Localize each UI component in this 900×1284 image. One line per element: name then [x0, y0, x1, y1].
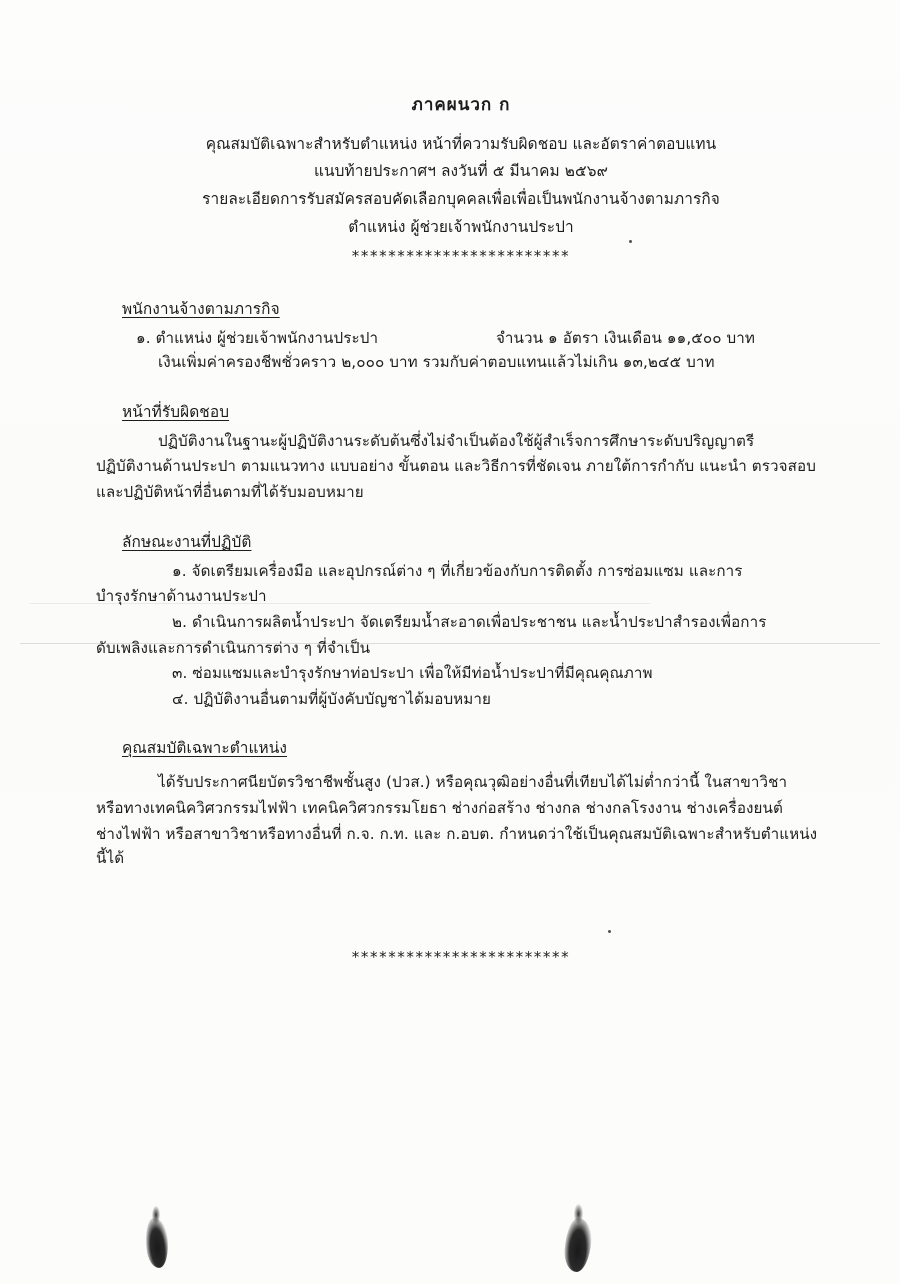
section-heading-text: หน้าที่รับผิดชอบ — [122, 402, 230, 421]
ink-smudge-right — [563, 1217, 593, 1273]
subtitle-line-1: คุณสมบัติเฉพาะสำหรับตำแหน่ง หน้าที่ความรับผิดชอบ และอัตราค่าตอบแทน — [205, 134, 717, 153]
qualification-paragraph-1: ได้รับประกาศนียบัตรวิชาชีพชั้นสูง (ปวส.) หรือคุณวุฒิอย่างอื่นที่เทียบได้ไม่ต่ำกว่านี้ ในสาขาวิชา — [158, 773, 788, 792]
duty-item-2-line-2: ดับเพลิงและการดำเนินการต่าง ๆ ที่จำเป็น — [96, 638, 371, 657]
responsibility-paragraph-2: ปฏิบัติงานด้านประปา ตามแนวทาง แบบอย่าง ขั้นตอน และวิธีการที่ชัดเจน ภายใต้การกำกับ แนะนำ ตรวจสอบ — [96, 457, 816, 476]
qualification-paragraph-2: หรือทางเทคนิควิศวกรรมไฟฟ้า เทคนิควิศวกรรมโยธา ช่างก่อสร้าง ช่างกล ช่างกลโรงงาน ช่างเครื่องยนต์ — [96, 798, 783, 817]
section-heading-text: ลักษณะงานที่ปฏิบัติ — [122, 532, 252, 551]
ink-smudge-left — [143, 1217, 170, 1269]
duty-item-1-line-1: ๑. จัดเตรียมเครื่องมือ และอุปกรณ์ต่าง ๆ ที่เกี่ยวข้องกับการติดตั้ง การซ่อมแซม และการ — [172, 561, 743, 580]
subtitle-line-2: แนบท้ายประกาศฯ ลงวันที่ ๕ มีนาคม ๒๕๖๙ — [314, 162, 608, 181]
spacer — [96, 376, 826, 386]
subtitle-line-3: รายละเอียดการรับสมัครสอบคัดเลือกบุคคลเพื่อเพื่อเป็นพนักงานจ้างตามภารกิจ — [202, 190, 720, 209]
page-title: ภาคผนวก ก — [411, 95, 511, 115]
responsibility-paragraph-1: ปฏิบัติงานในฐานะผู้ปฏิบัติงานระดับต้นซึ่งไม่จำเป็นต้องใช้ผู้สำเร็จการศึกษาระดับปริญญาตรี — [158, 431, 755, 450]
section-heading-employment — [96, 283, 826, 326]
qualification-paragraph-3: ช่างไฟฟ้า หรือสาขาวิชาหรือทางอื่นที่ ก.จ. ก.ท. และ ก.อบต. กำหนดว่าใช้เป็นคุณสมบัติเฉพาะสำหรับตำแหน่งนี้ได้ — [96, 824, 818, 868]
position-label: ๑. ตำแหน่ง ผู้ช่วยเจ้าพนักงานประปา — [136, 328, 379, 347]
spacer — [96, 712, 826, 722]
duty-item-3-line-1: ๓. ซ่อมแซมและบำรุงรักษาท่อประปา เพื่อให้มีท่อน้ำประปาที่มีคุณคุณภาพ — [172, 664, 653, 683]
ink-speck — [629, 240, 632, 243]
subtitle-line-4: ตำแหน่ง ผู้ช่วยเจ้าพนักงานประปา — [348, 218, 574, 237]
star-divider-top: ************************ — [351, 247, 571, 266]
document-body — [96, 92, 826, 969]
star-divider-bottom: ************************ — [351, 947, 571, 966]
position-salary-row — [96, 326, 826, 351]
position-salary: จำนวน ๑ อัตรา เงินเดือน ๑๑,๕๐๐ บาท — [496, 328, 756, 347]
ink-speck — [608, 930, 611, 933]
section-heading-duties — [96, 516, 826, 559]
section-heading-text: พนักงานจ้างตามภารกิจ — [122, 299, 280, 318]
section-heading-text: คุณสมบัติเฉพาะตำแหน่ง — [122, 739, 288, 758]
section-heading-responsibility — [96, 386, 826, 429]
spacer — [96, 506, 826, 516]
duty-item-2-line-1: ๒. ดำเนินการผลิตน้ำประปา จัดเตรียมน้ำสะอาดเพื่อประชาชน และน้ำประปาสำรองเพื่อการ — [172, 612, 767, 631]
responsibility-paragraph-3: และปฏิบัติหน้าที่อื่นตามที่ได้รับมอบหมาย — [96, 483, 364, 502]
duty-item-4-line-1: ๔. ปฏิบัติงานอื่นตามที่ผู้บังคับบัญชาได้มอบหมาย — [172, 689, 492, 708]
section-heading-qualifications — [96, 722, 826, 765]
allowance-line: เงินเพิ่มค่าครองชีพชั่วคราว ๒,๐๐๐ บาท รวมกับค่าตอบแทนแล้วไม่เกิน ๑๓,๒๔๕ บาท — [158, 353, 715, 372]
duty-item-1-line-2: บำรุงรักษาด้านงานประปา — [96, 587, 267, 606]
